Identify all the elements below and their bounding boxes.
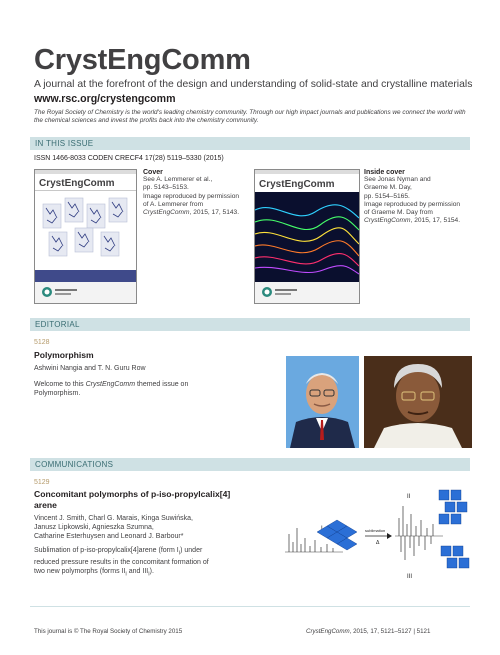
- inside-cover-see-2[interactable]: Graeme M. Day,: [364, 184, 412, 192]
- cover-reference: [143, 209, 243, 217]
- communication-abstract-line-1: Sublimation of p-iso-propylcalix[4]arene (form I: [34, 547, 179, 554]
- editorial-abstract-journal: CrystEngComm: [85, 381, 136, 388]
- inside-cover-see-1[interactable]: See Jonas Nyman and: [364, 176, 431, 183]
- editor-photo-nangia: [286, 356, 359, 448]
- communication-authors-line-3: Catharine Esterhuysen and Leonard J. Barbour*: [34, 533, 184, 540]
- editorial-title[interactable]: Polymorphism: [34, 350, 94, 360]
- inside-cover-image[interactable]: [254, 169, 360, 304]
- editor-photo-guru-row: [364, 356, 472, 448]
- communication-page-number[interactable]: 5129: [34, 479, 50, 486]
- footer-citation: [306, 628, 430, 635]
- figure-label-form-iii: III: [407, 574, 413, 580]
- editorial-abstract-part-3: Polymorphism.: [34, 390, 81, 397]
- editor-photo-guru-row-art: [364, 356, 472, 448]
- inside-cover-thumb-title: CrystEngComm: [259, 179, 335, 190]
- cover-image[interactable]: [34, 169, 137, 304]
- footer-divider: [30, 606, 470, 607]
- journal-tagline: A journal at the forefront of the design and understanding of solid-state and crystalline materials: [34, 79, 473, 90]
- figure-delta-label: Δ: [376, 540, 380, 546]
- editorial-abstract: [34, 380, 274, 398]
- communication-authors: [34, 514, 274, 541]
- section-bar-in-this-issue: IN THIS ISSUE: [30, 137, 470, 150]
- journal-title: CrystEngComm: [34, 44, 251, 76]
- cover-ref-rest: , 2015, 17, 5143.: [189, 209, 240, 217]
- figure-label-form-ii: II: [407, 494, 411, 500]
- inside-cover-credit-2: of Graeme M. Day from: [364, 209, 433, 217]
- cover-pages: pp. 5143–5153.: [143, 184, 189, 192]
- communication-figure: [283, 484, 473, 584]
- communication-abstract: Sublimation of p-iso-propylcalix[4]arene (form $I_I$) under reduced pressure results in the concomitant formation of two new polymorphs (forms $II_I$ and $III_I$).: [34, 546, 274, 580]
- cover-label: Cover: [143, 169, 163, 176]
- inside-cover-label: Inside cover: [364, 169, 405, 176]
- communication-abstract-line-2: reduced pressure results in the concomitant formation of: [34, 559, 209, 567]
- editor-photo-nangia-art: [286, 356, 359, 448]
- section-bar-communications: COMMUNICATIONS: [30, 458, 470, 471]
- cover-thumb-title: CrystEngComm: [39, 178, 115, 189]
- communication-abstract-line-3: two new polymorphs (forms II: [34, 568, 126, 576]
- editorial-page-number[interactable]: 5128: [34, 339, 50, 346]
- rsc-description: The Royal Society of Chemistry is the world's leading chemistry community. Through our high impact journals and publications we connect the world with the chemical sciences and invest the profits back into the chemistry community.: [34, 109, 466, 125]
- inside-cover-reference: [364, 217, 474, 225]
- journal-url[interactable]: www.rsc.org/crystengcomm: [34, 93, 176, 105]
- communication-title: [34, 489, 274, 510]
- inside-cover-artwork: [255, 170, 359, 303]
- cover-credit-2: of A. Lemmerer from: [143, 200, 204, 208]
- inside-cover-credit-1: Image reproduced by permission: [364, 200, 461, 208]
- footer-copyright: This journal is © The Royal Society of Chemistry 2015: [34, 628, 183, 635]
- inside-cover-ref-journal: CrystEngComm: [364, 217, 411, 225]
- figure-process-label: sublimation: [365, 528, 386, 533]
- cover-see[interactable]: See A. Lemmerer et al.,: [143, 176, 213, 183]
- editorial-abstract-part-1: Welcome to this: [34, 381, 86, 388]
- footer-journal: CrystEngComm: [306, 628, 350, 635]
- communication-title-line-1[interactable]: Concomitant polymorphs of p-iso-propylcalix[4]: [34, 489, 231, 499]
- cover-credit-1: Image reproduced by permission: [143, 192, 240, 200]
- cover-ref-journal: CrystEngComm: [143, 209, 190, 217]
- footer-pages: , 2015, 17, 5121–5127 | 5121: [349, 628, 431, 635]
- editorial-authors: Ashwini Nangia and T. N. Guru Row: [34, 365, 146, 372]
- inside-cover-pages: pp. 5154–5165.: [364, 192, 410, 200]
- section-bar-editorial: EDITORIAL: [30, 318, 470, 331]
- issn-line: ISSN 1466-8033 CODEN CRECF4 17(28) 5119–5330 (2015): [34, 155, 224, 162]
- cover-artwork: [35, 170, 136, 303]
- polymorph-diagram: [283, 484, 473, 584]
- editorial-abstract-part-2: themed issue on: [135, 381, 189, 388]
- inside-cover-ref-rest: , 2015, 17, 5154.: [410, 217, 461, 225]
- communication-title-line-2[interactable]: arene: [34, 499, 57, 510]
- communication-authors-line-1: Vincent J. Smith, Charl G. Marais, Kinga Suwińska,: [34, 515, 193, 522]
- communication-authors-line-2: Janusz Lipkowski, Agnieszka Szumna,: [34, 524, 154, 531]
